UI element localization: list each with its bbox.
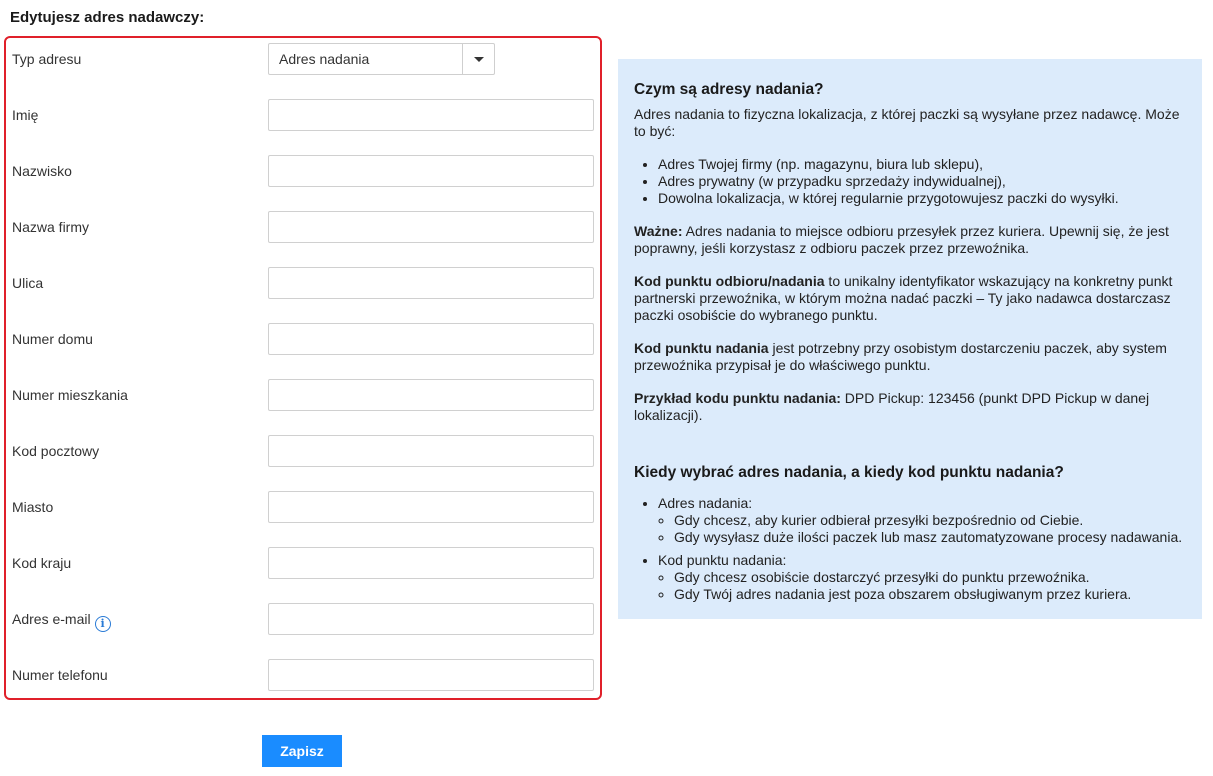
sender-address-form bbox=[4, 36, 602, 700]
when-address-title: Adres nadania: bbox=[658, 495, 753, 511]
email-label-wrap bbox=[12, 611, 111, 632]
postal-code-input[interactable] bbox=[268, 435, 594, 467]
last-name-input[interactable] bbox=[268, 155, 594, 187]
street-label: Ulica bbox=[12, 275, 44, 291]
apartment-number-label: Numer mieszkania bbox=[12, 387, 128, 403]
phone-input[interactable] bbox=[268, 659, 594, 691]
email-input[interactable] bbox=[268, 603, 594, 635]
apartment-number-row bbox=[6, 379, 600, 413]
send-code-label: Kod punktu nadania bbox=[634, 340, 769, 356]
list-item: ◦ Gdy chcesz, aby kurier odbierał przesyłki bezpośrednio od Ciebie. bbox=[674, 512, 1186, 529]
pickup-code-note bbox=[634, 273, 1186, 324]
last-name-label: Nazwisko bbox=[12, 163, 72, 179]
send-code-text: jest potrzebny przy osobistym dostarczeniu paczek, aby system przewoźnika przypisał je do właściwego punktu. bbox=[634, 340, 1167, 373]
phone-label: Numer telefonu bbox=[12, 667, 108, 683]
postal-code-row bbox=[6, 435, 600, 469]
company-name-row bbox=[6, 211, 600, 245]
sub-list bbox=[658, 569, 1186, 603]
list-item: ◦ Gdy chcesz osobiście dostarczyć przesyłki do punktu przewoźnika. bbox=[674, 569, 1186, 586]
pickup-code-label: Kod punktu odbioru/nadania bbox=[634, 273, 825, 289]
country-code-label: Kod kraju bbox=[12, 555, 72, 571]
city-input[interactable] bbox=[268, 491, 594, 523]
postal-code-label: Kod pocztowy bbox=[12, 443, 100, 459]
info-icon[interactable]: i bbox=[95, 616, 111, 632]
pickup-code-text: to unikalny identyfikator wskazujący na konkretny punkt partnerski przewoźnika, w którym można nadać paczki – Ty jako nadawca dostarczasz paczki osobiście do wybranego punktu. bbox=[634, 273, 1173, 323]
phone-row bbox=[6, 659, 600, 693]
save-button[interactable]: Zapisz bbox=[262, 735, 342, 767]
list-item: ◦ Gdy Twój adres nadania jest poza obszarem obsługiwanym przez kuriera. bbox=[674, 586, 1186, 603]
address-type-select[interactable] bbox=[268, 43, 495, 75]
list-item: • Dowolna lokalizacja, w której regularnie przygotowujesz paczki do wysyłki. bbox=[658, 190, 1186, 207]
last-name-row bbox=[6, 155, 600, 189]
info-heading-when: Kiedy wybrać adres nadania, a kiedy kod punktu nadania? bbox=[634, 464, 1064, 481]
list-item bbox=[658, 552, 1186, 603]
address-examples-list bbox=[634, 156, 1186, 207]
city-label: Miasto bbox=[12, 499, 54, 515]
company-name-label: Nazwa firmy bbox=[12, 219, 90, 235]
important-label: Ważne: bbox=[634, 223, 683, 239]
example-label: Przykład kodu punktu nadania: bbox=[634, 390, 841, 406]
sub-list bbox=[658, 512, 1186, 546]
first-name-row bbox=[6, 99, 600, 133]
list-item: • Adres prywatny (w przypadku sprzedaży indywidualnej), bbox=[658, 173, 1186, 190]
list-item: • Adres Twojej firmy (np. magazynu, biura lub sklepu), bbox=[658, 156, 1186, 173]
list-item: ◦ Gdy wysyłasz duże ilości paczek lub masz zautomatyzowane procesy nadawania. bbox=[674, 529, 1186, 546]
send-code-note bbox=[634, 340, 1186, 374]
when-code-title: Kod punktu nadania: bbox=[658, 552, 787, 568]
company-name-input[interactable] bbox=[268, 211, 594, 243]
dropdown-button[interactable] bbox=[462, 44, 494, 74]
first-name-label: Imię bbox=[12, 107, 39, 123]
house-number-label: Numer domu bbox=[12, 331, 93, 347]
first-name-input[interactable] bbox=[268, 99, 594, 131]
address-type-label: Typ adresu bbox=[12, 51, 82, 67]
country-code-input[interactable] bbox=[268, 547, 594, 579]
important-note bbox=[634, 223, 1186, 257]
info-panel bbox=[618, 59, 1202, 619]
city-row bbox=[6, 491, 600, 525]
chevron-down-icon bbox=[474, 57, 484, 62]
house-number-row bbox=[6, 323, 600, 357]
example-text: DPD Pickup: 123456 (punkt DPD Pickup w danej lokalizacji). bbox=[634, 390, 1150, 423]
list-item bbox=[658, 495, 1186, 546]
street-input[interactable] bbox=[268, 267, 594, 299]
address-type-value: Adres nadania bbox=[279, 51, 370, 67]
info-heading-what: Czym są adresy nadania? bbox=[634, 81, 824, 98]
email-row bbox=[6, 603, 600, 637]
street-row bbox=[6, 267, 600, 301]
when-list bbox=[634, 495, 1186, 603]
important-text: Adres nadania to miejsce odbioru przesyłek przez kuriera. Upewnij się, że jest poprawny, jeśli korzystasz z odbioru paczek przez przewoźnika. bbox=[634, 223, 1169, 256]
country-code-row bbox=[6, 547, 600, 581]
example-note bbox=[634, 390, 1186, 424]
page-title: Edytujesz adres nadawczy: bbox=[10, 9, 205, 26]
apartment-number-input[interactable] bbox=[268, 379, 594, 411]
email-label: Adres e-mail bbox=[12, 611, 91, 627]
info-intro: Adres nadania to fizyczna lokalizacja, z której paczki są wysyłane przez nadawcę. Może to być: bbox=[634, 106, 1180, 139]
address-type-row bbox=[6, 43, 600, 77]
house-number-input[interactable] bbox=[268, 323, 594, 355]
